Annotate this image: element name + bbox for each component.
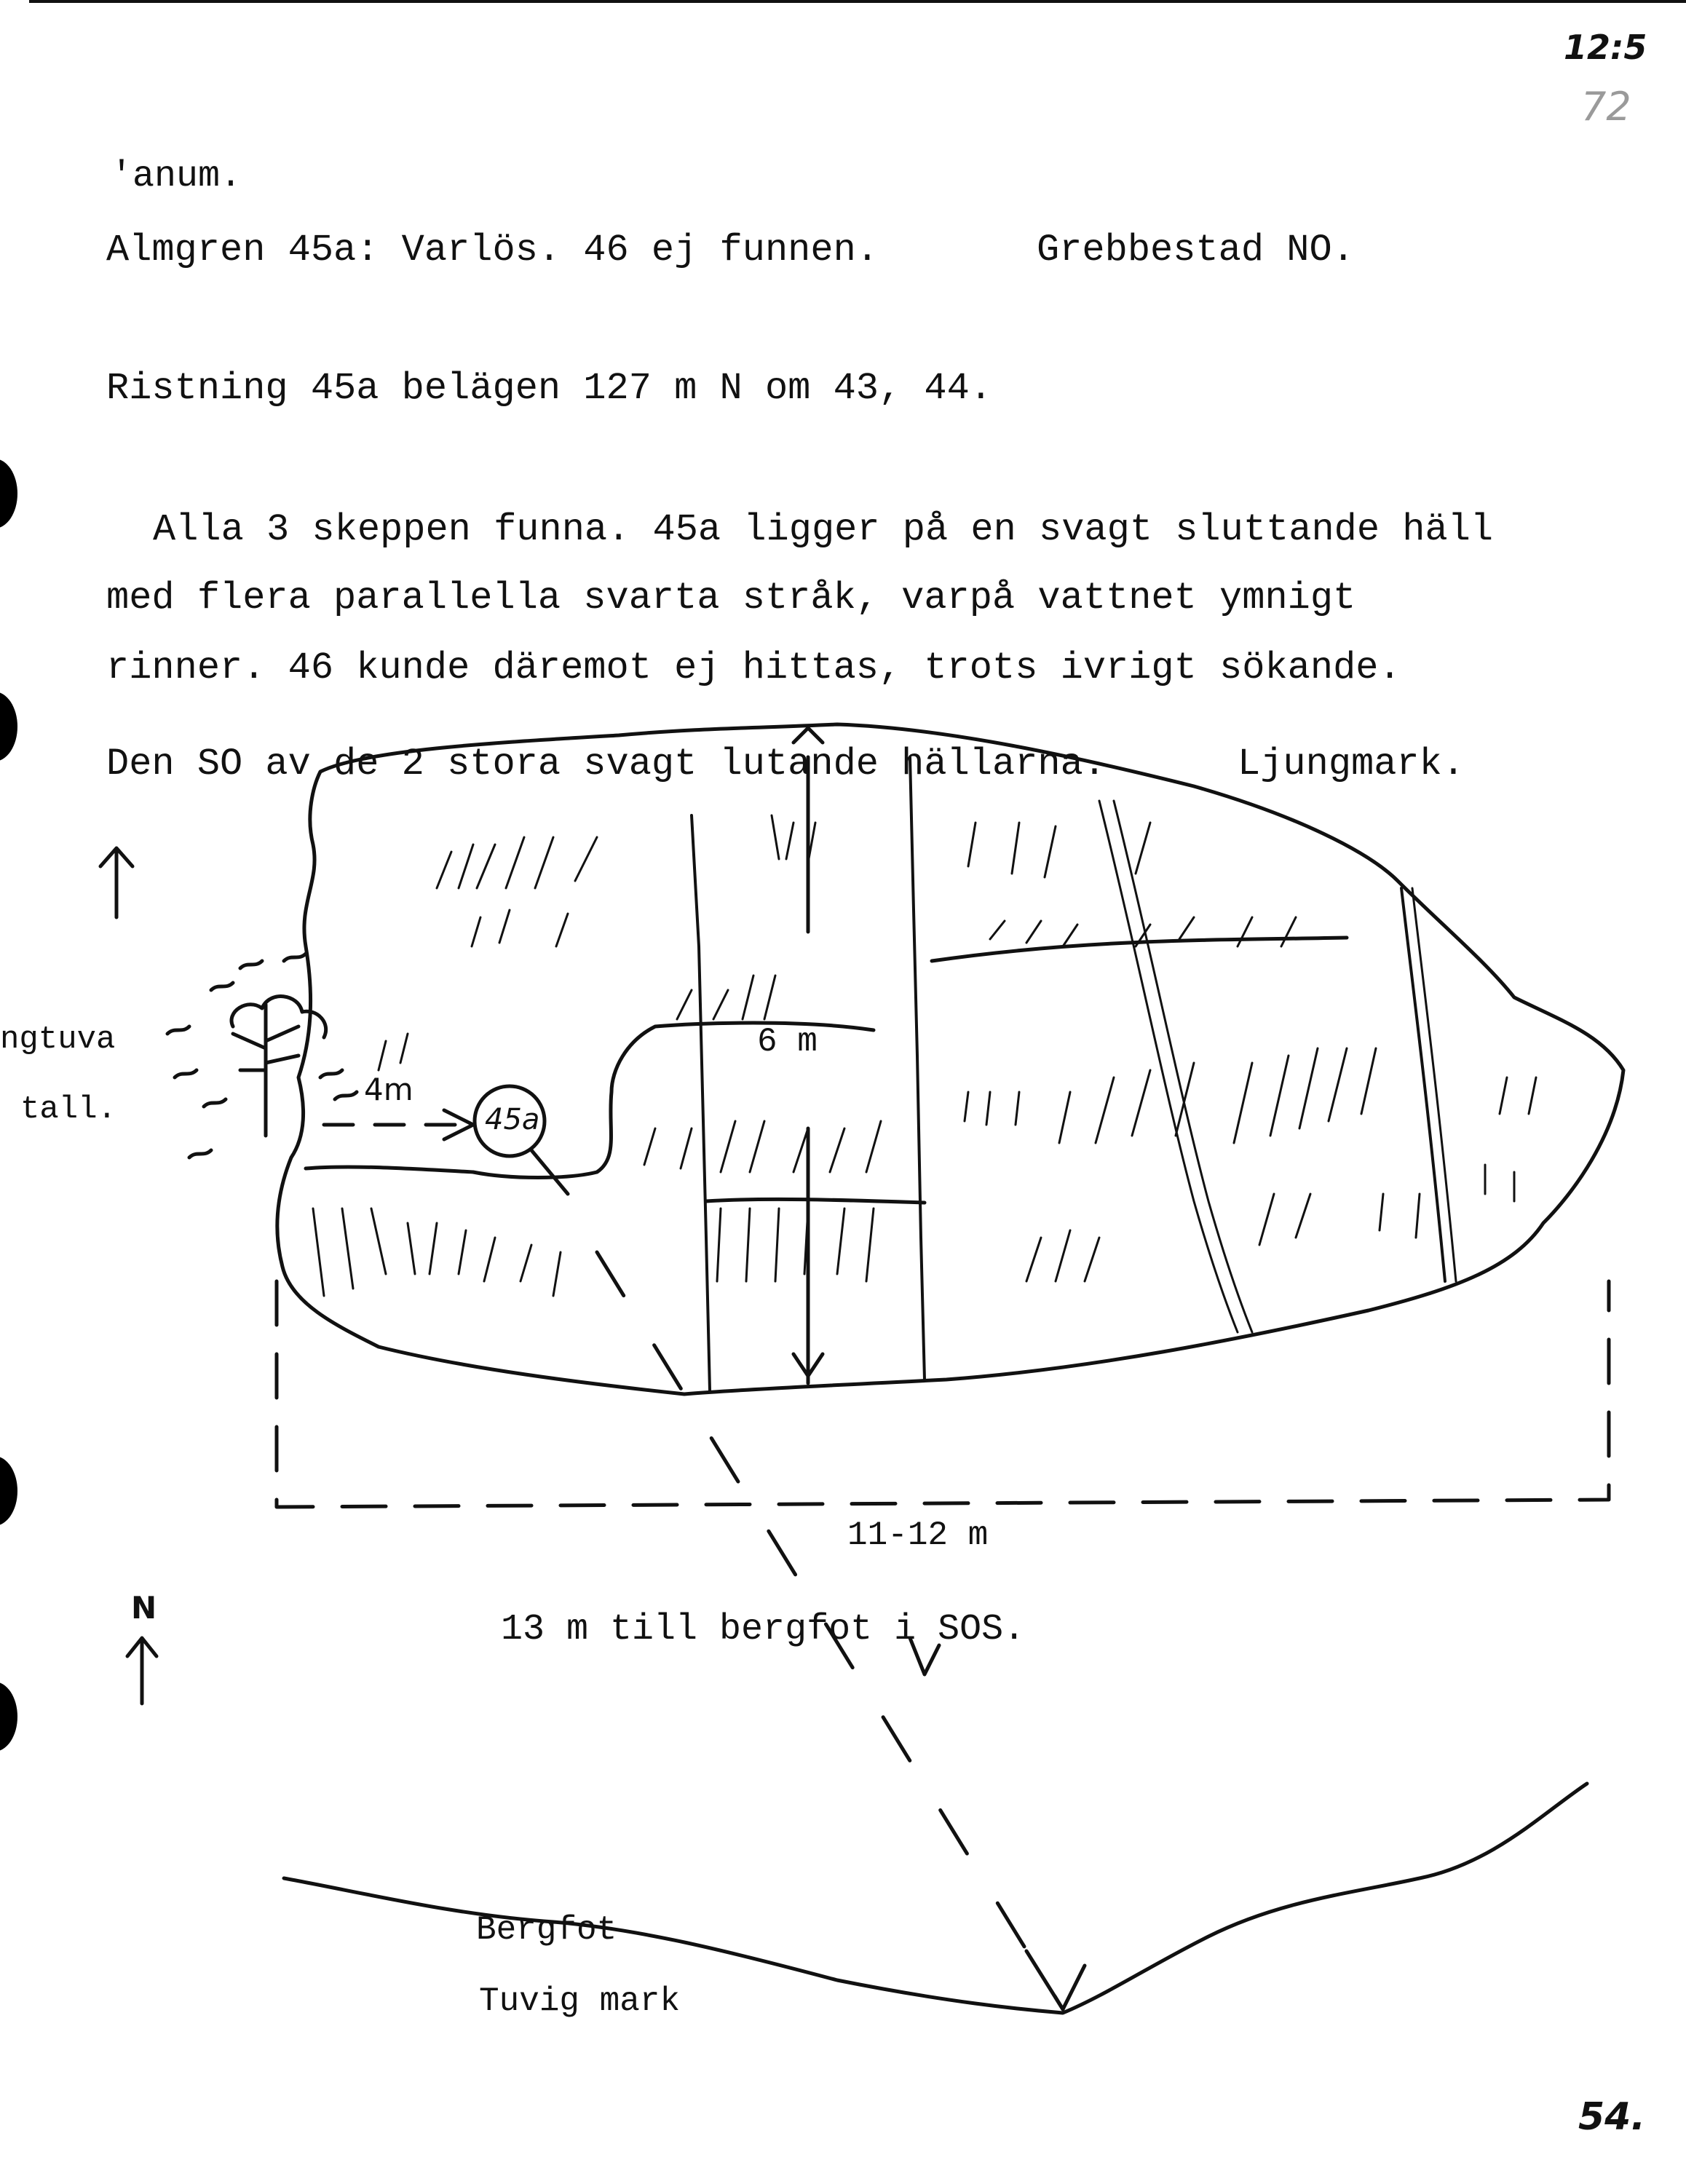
terrain-label-ljungmark: Ljungmark. [1238,743,1465,786]
carving-45a-label: 45a [485,1103,540,1136]
pencil-number: 72 [1581,84,1631,130]
location-line: Grebbestad NO. [1037,229,1355,272]
label-ljungtuva: ngtuva [0,1021,116,1058]
sketch-caption: Den SO av de 2 stora svagt lutande hällarna. [106,743,1107,786]
label-bergfot: Bergfot [476,1911,617,1949]
paragraph-line: rinner. 46 kunde däremot ej hittas, trots ivrigt sökande. [106,646,1401,689]
archive-reference: 12:5 [1564,28,1647,67]
label-4m: 4m [364,1072,413,1107]
label-tuvig-mark: Tuvig mark [479,1982,681,2020]
bergfot-line [284,1784,1587,2013]
page-number: 54. [1578,2095,1646,2139]
paragraph-line: Alla 3 skeppen funna. 45a ligger på en svagt sluttande häll [153,508,1494,551]
paragraph-line: med flera parallella svarta stråk, varpå vattnet ymnigt [106,577,1356,620]
label-tall: tall. [20,1091,117,1128]
place-fragment: 'anum. [111,156,242,197]
ristning-line: Ristning 45a belägen 127 m N om 43, 44. [106,367,992,410]
label-6m: 6 m [757,1023,818,1061]
label-11-12m: 11-12 m [847,1516,989,1554]
label-13m-bergfot: 13 m till bergfot i SOS. [501,1609,1026,1650]
almgren-line: Almgren 45a: Varlös. 46 ej funnen. [106,229,879,272]
north-label: N [131,1590,157,1626]
